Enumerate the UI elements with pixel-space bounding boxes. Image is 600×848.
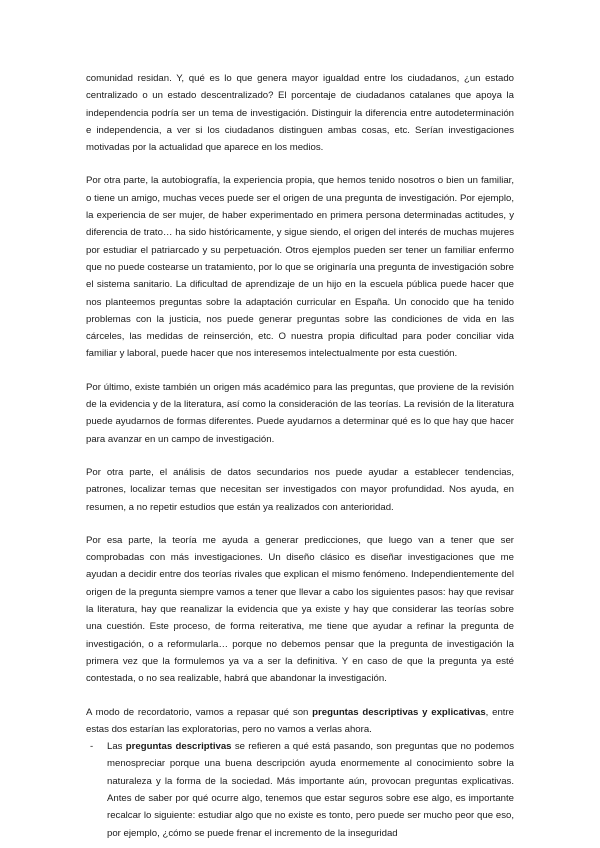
summary-text-after: , entre estas dos estarían las exploratorias, pero no vamos a verlas ahora. — [86, 706, 515, 735]
list-item-text-after: se refieren a qué está pasando, son preguntas que no podemos menospreciar porque una buena descripción ayuda enormemente al conocimiento sobre la naturaleza y la forma de la sociedad. Más importante aún, provocan preguntas explicativas. Antes de saber por qué ocurre algo, tenemos que estar seguros sobre ese algo, es importante recalcar lo siguiente: estudiar algo que no existe es tonto, pero puede ser mucho peor que eso, por ejemplo, ¿cómo se puede frenar el incremento de la inseguridad — [107, 741, 514, 839]
paragraph-autobiography: Por otra parte, la autobiografía, la experiencia propia, que hemos tenido nosotros o bien un familiar, o tiene un amigo, muchas veces puede ser el origen de una pregunta de investigación. Por ejemplo, la experiencia de ser mujer, de haber experimentado en primera persona determinadas actitudes, y diferencia de trato… ha sido históricamente, y sigue siendo, el origen del interés de muchas mujeres por estudiar el patriarcado y su perpetuación. Otros ejemplos pueden ser tener un familiar enfermo que no puede costearse un tratamiento, por lo que se originaría una pregunta de investigación sobre el sistema sanitario. La dificultad de aprendizaje de un hijo en la escuela pública puede hacer que nos planteemos preguntas sobre la adaptación curricular en España. Un conocido que ha tenido problemas con la justicia, nos puede generar preguntas sobre las condiciones de vida en las cárceles, las medidas de reinserción, etc. O nuestra propia dificultad para poder conciliar vida familiar y laboral, puede hacer que nos interesemos intelectualmente por esta cuestión. — [86, 175, 514, 360]
paragraph-secondary-data: Por otra parte, el análisis de datos secundarios nos puede ayudar a establecer tendencias, patrones, localizar temas que necesitan ser investigados con mayor profundidad. Nos ayuda, en resumen, a no repetir estudios que están ya realizados con anterioridad. — [86, 466, 514, 513]
summary-text-before: A modo de recordatorio, vamos a repasar qué son — [86, 706, 313, 718]
list-item — [86, 738, 514, 842]
paragraph-academic-origin: Por último, existe también un origen más académico para las preguntas, que proviene de la revisión de la evidencia y de la literatura, así como la consideración de las teorías. La revisión de la literatura puede ayudarnos de formas diferentes. Puede ayudarnos a determinar qué es lo que hay que hacer para avanzar en un campo de investigación. — [86, 381, 514, 445]
list-item-bold-term: preguntas descriptivas — [125, 741, 232, 753]
list-item-text-before: Las — [107, 741, 126, 753]
paragraph-current-affairs: comunidad residan. Y, qué es lo que genera mayor igualdad entre los ciudadanos, ¿un estado centralizado o un estado descentralizado? El porcentaje de ciudadanos catalanes que apoya la independencia podría ser un tema de investigación. Distinguir la diferencia entre autodeterminación e independencia, a ver si los ciudadanos distinguen ambas cosas, etc. Serían investigaciones motivadas por la actualidad que aparece en los medios. — [86, 73, 514, 154]
question-types-list — [86, 738, 514, 842]
summary-bold-term: preguntas descriptivas y explicativas — [312, 706, 486, 718]
list-dash: - — [90, 741, 94, 753]
paragraph-summary — [86, 704, 514, 739]
paragraph-theory: Por esa parte, la teoría me ayuda a generar predicciones, que luego van a tener que ser comprobadas con más investigaciones. Un diseño clásico es diseñar investigaciones que me ayudan a decidir entre dos teorías rivales que explican el mismo fenómeno. Independientemente del origen de la pregunta siempre vamos a tener que llevar a cabo los siguientes pasos: hay que revisar la literatura, hay que reanalizar la evidencia que ya existe y hay que considerar las teorías sobre una cuestión. Este proceso, de forma reiterativa, me tiene que ayudar a refinar la pregunta de investigación, o a reformularla… porque no debemos pensar que la pregunta de investigación la primera vez que la formulemos ya va a ser la definitiva. Y en caso de que la pregunta ya esté contestada, o no sea realizable, habrá que abandonar la investigación. — [86, 534, 514, 685]
